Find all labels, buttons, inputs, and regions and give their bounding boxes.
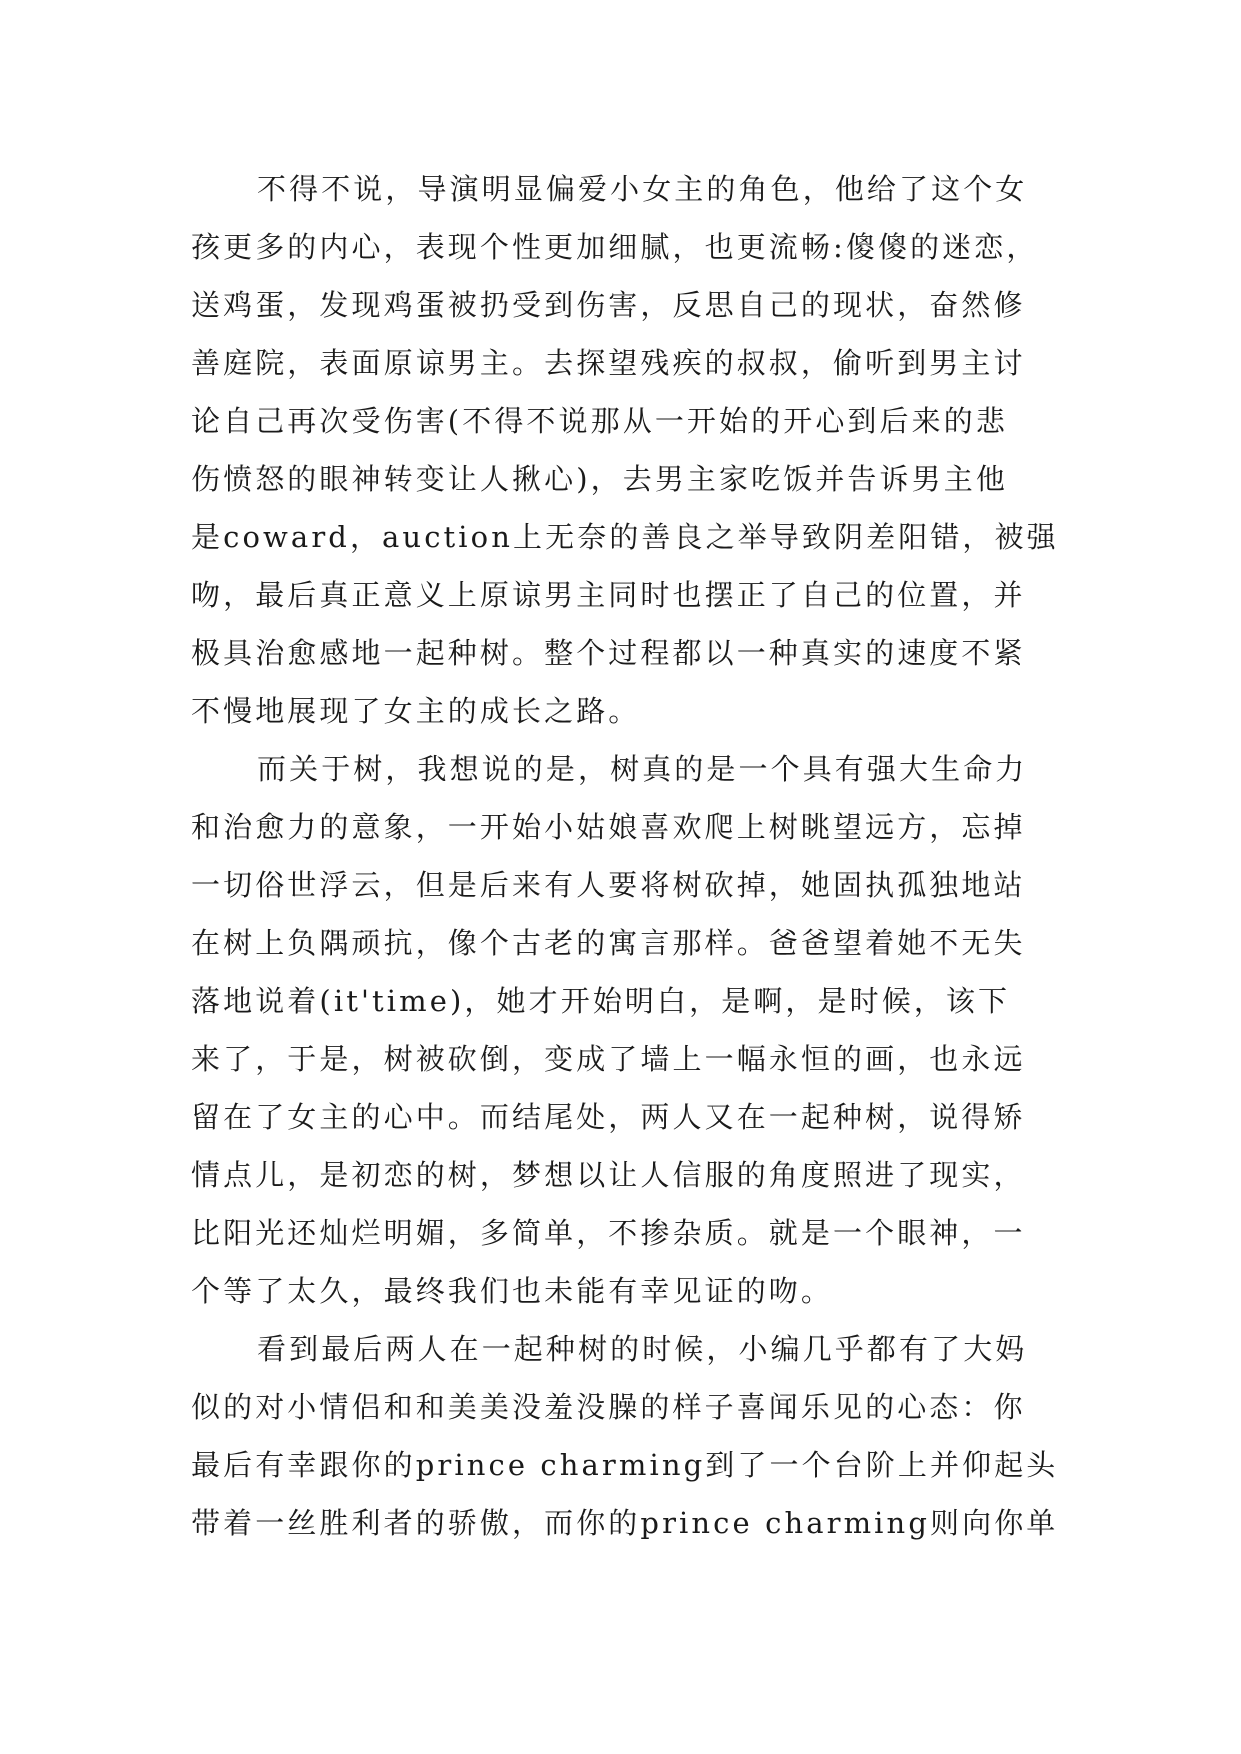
text-line: 个等了太久，最终我们也未能有幸见证的吻。: [191, 1274, 834, 1308]
text-line: 而关于树，我想说的是，树真的是一个具有强大生命力: [257, 752, 1028, 786]
text-line: 在树上负隅顽抗，像个古老的寓言那样。爸爸望着她不无失: [191, 926, 1026, 960]
text-line: 伤愤怒的眼神转变让人揪心)，去男主家吃饭并告诉男主他: [191, 462, 1008, 496]
text-line: 一切俗世浮云，但是后来有人要将树砍掉，她固执孤独地站: [191, 868, 1026, 902]
text-line: 论自己再次受伤害(不得不说那从一开始的开心到后来的悲: [191, 404, 1008, 438]
text-line: 落地说着(it'time)，她才开始明白，是啊，是时候，该下: [191, 984, 1011, 1018]
text-line: 吻，最后真正意义上原谅男主同时也摆正了自己的位置，并: [191, 578, 1026, 612]
text-line: 留在了女主的心中。而结尾处，两人又在一起种树，说得矫: [191, 1100, 1026, 1134]
text-line: 比阳光还灿烂明媚，多简单，不掺杂质。就是一个眼神，一: [191, 1216, 1026, 1250]
text-line: 善庭院，表面原谅男主。去探望残疾的叔叔，偷听到男主讨: [191, 346, 1026, 380]
paragraph-2: [191, 740, 1061, 1320]
text-line: 情点儿，是初恋的树，梦想以让人信服的角度照进了现实，: [191, 1158, 1026, 1192]
text-line: 孩更多的内心，表现个性更加细腻，也更流畅:傻傻的迷恋，: [191, 230, 1039, 264]
text-line: 和治愈力的意象，一开始小姑娘喜欢爬上树眺望远方，忘掉: [191, 810, 1026, 844]
text-line: 似的对小情侣和和美美没羞没臊的样子喜闻乐见的心态：你: [191, 1390, 1026, 1424]
text-line: 是coward，auction上无奈的善良之举导致阴差阳错，被强: [191, 520, 1059, 554]
text-line: 带着一丝胜利者的骄傲，而你的prince charming则向你单: [191, 1506, 1059, 1540]
body-text: [191, 160, 1061, 1552]
text-line: 最后有幸跟你的prince charming到了一个台阶上并仰起头: [191, 1448, 1059, 1482]
text-line: 不慢地展现了女主的成长之路。: [191, 694, 641, 728]
text-line: 送鸡蛋，发现鸡蛋被扔受到伤害，反思自己的现状，奋然修: [191, 288, 1026, 322]
text-line: 看到最后两人在一起种树的时候，小编几乎都有了大妈: [257, 1332, 1028, 1366]
paragraph-1: [191, 160, 1061, 740]
text-line: 不得不说，导演明显偏爱小女主的角色，他给了这个女: [257, 172, 1028, 206]
paragraph-3: [191, 1320, 1061, 1552]
text-line: 来了，于是，树被砍倒，变成了墙上一幅永恒的画，也永远: [191, 1042, 1026, 1076]
text-line: 极具治愈感地一起种树。整个过程都以一种真实的速度不紧: [191, 636, 1026, 670]
